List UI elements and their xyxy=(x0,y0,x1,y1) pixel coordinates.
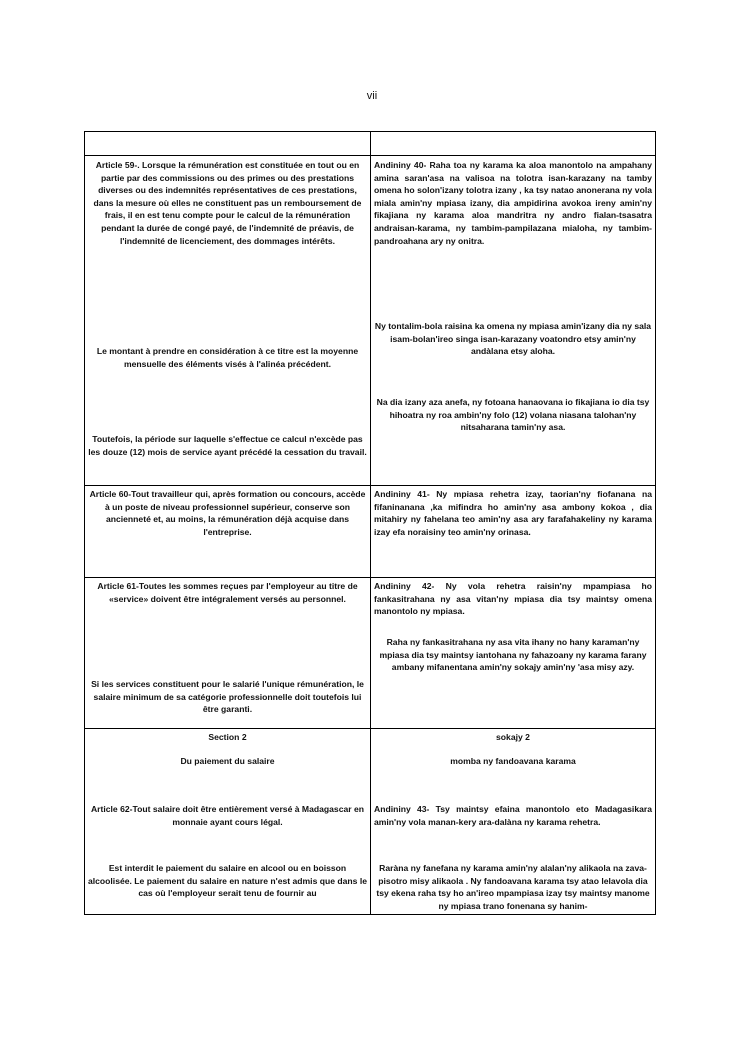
header-cell-french xyxy=(85,132,371,155)
andininy-40-paragraph-3: Na dia izany aza anefa, ny fotoana hanaovana io fikajiana io dia tsy hihoatra ny roa ambin'ny folo (12) volana niasana talohan'ny nitsaharana tamin'ny asa. xyxy=(376,397,650,433)
andininy-43-paragraph-1: Andininy 43- Tsy maintsy efaina manontolo eto Madagasikara amin'ny vola manan-kery ara-dalàna ny karama rehetra. xyxy=(374,804,652,827)
section-2-title-french: Du paiement du salaire xyxy=(180,756,275,766)
andininy-40-paragraph-2: Ny tontalim-bola raisina ka omena ny mpiasa amin'izany dia ny sala isam-bolan'ireo singa isan-karazany voatondro etsy amin'ny andàlana etsy aloha. xyxy=(374,321,652,357)
andininy-40-paragraph-1: Andininy 40- Raha toa ny karama ka aloa manontolo na ampahany amina saran'asa na valisoa na tolotra isan-karazany na tamby omena ho solon'izany tolotra izany , ka tsy natao anonerana ny vola miala amin'ny mpiasa izany, dia ampidirina avokoa ireny amin'ny fikajiana ny karama aloa mandritra ny andro fialan-tsasatra andraisan-karama, ny tambim-pampilazana mialoha, ny tambim-pandroahana ary ny onitra. xyxy=(374,160,652,246)
article-60-paragraph: Article 60-Tout travailleur qui, après formation ou concours, accède à un poste de niveau professionnel supérieur, conserve son ancienneté et, au moins, la rémunération déjà acquise dans l'entreprise. xyxy=(89,489,366,537)
article-59-paragraph-3: Toutefois, la période sur laquelle s'effectue ce calcul n'excède pas les douze (12) mois de service ayant précédé la cessation du travail. xyxy=(88,434,367,457)
article-61-paragraph-2: Si les services constituent pour le salarié l'unique rémunération, le salaire minimum de sa catégorie professionnelle doit toutefois lui être garanti. xyxy=(91,679,364,715)
article-62-paragraph-1: Article 62-Tout salaire doit être entièrement versé à Madagascar en monnaie ayant cours légal. xyxy=(90,804,365,827)
cell-french-article-60 xyxy=(85,486,371,577)
article-59-paragraph-1: Article 59-. Lorsque la rémunération est constituée en tout ou en partie par des commissions ou des primes ou des prestations diverses ou des indemnités représentatives de ces prestations, dans la mesure où elles ne constituent pas un remboursement de frais, il en est tenu compte pour le calcul de la rémunération pendant la durée de congé payé, de l'indemnité de préavis, de l'indemnité de licenciement, des dommages intérêts. xyxy=(93,160,362,246)
sokajy-2-title-malagasy: momba ny fandoavana karama xyxy=(450,756,576,766)
cell-malagasy-sokajy-2 xyxy=(371,729,655,914)
cell-french-section-2 xyxy=(85,729,371,914)
sokajy-2-heading-malagasy: sokajy 2 xyxy=(496,732,530,742)
table-row-article-59 xyxy=(85,156,655,486)
table-row-section-2 xyxy=(85,729,655,914)
article-61-paragraph-1: Article 61-Toutes les sommes reçues par l'employeur au titre de «service» doivent être intégralement versés au personnel. xyxy=(97,581,358,604)
cell-malagasy-andininy-42 xyxy=(371,578,655,728)
section-2-heading-french: Section 2 xyxy=(208,732,247,742)
page-number: vii xyxy=(366,90,378,102)
andininy-41-paragraph: Andininy 41- Ny mpiasa rehetra izay, taorian'ny fiofanana na fifaninanana ,ka mifindra ho amin'ny asa ambony kokoa , dia mitahiry ny fahelana teo amin'ny asa ary farafahakeliny ny karama izay efa noraisiny teo amin'ny orinasa. xyxy=(374,489,652,537)
article-59-paragraph-2: Le montant à prendre en considération à ce titre est la moyenne mensuelle des éléments visés à l'alinéa précédent. xyxy=(96,346,359,369)
header-cell-malagasy xyxy=(371,132,655,155)
table-row-article-61 xyxy=(85,578,655,729)
cell-french-article-59 xyxy=(85,156,371,485)
andininy-42-paragraph-2: Raha ny fankasitrahana ny asa vita ihany no hany karaman'ny mpiasa dia tsy maintsy iantohana ny fahazoany ny karama farany ambany mifanentana amin'ny sokajy amin'ny 'asa misy azy. xyxy=(379,637,647,673)
andininy-43-paragraph-2: Raràna ny fanefana ny karama amin'ny alalan'ny alikaola na zava-pisotro misy alikaola . Ny fandoavana karama tsy atao lelavola dia tsy ekena raha tsy ho an'ireo mpampiasa izay tsy maintsy manome ny mpiasa trano fonenana sy hanim- xyxy=(376,863,650,911)
article-62-paragraph-2: Est interdit le paiement du salaire en alcool ou en boisson alcoolisée. Le paiement du salaire en nature n'est admis que dans le cas où l'employeur serait tenu de fournir au xyxy=(87,863,368,899)
cell-malagasy-andininy-40 xyxy=(371,156,655,485)
cell-malagasy-andininy-41 xyxy=(371,486,655,577)
cell-french-article-61 xyxy=(85,578,371,728)
table-header-row xyxy=(85,132,655,156)
bilingual-law-table xyxy=(84,131,656,915)
andininy-42-paragraph-1: Andininy 42- Ny vola rehetra raisin'ny mpampiasa ho fankasitrahana ny asa vitan'ny mpiasa dia tsy maintsy omena manontolo ny mpiasa. xyxy=(374,581,652,617)
table-row-article-60 xyxy=(85,486,655,578)
